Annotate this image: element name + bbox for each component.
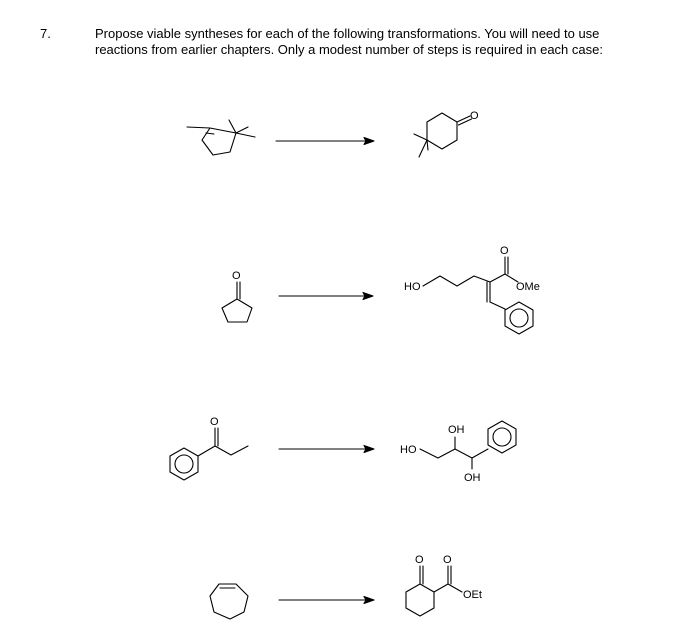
p1-ketone-o: O [470,110,479,122]
reaction-3 [170,416,516,484]
reaction-1 [187,110,479,157]
product-2 [404,245,540,334]
starting-material-1 [187,120,255,155]
reaction-arrow-4 [279,597,374,604]
p3-oh-bottom: OH [464,472,481,484]
starting-material-4 [210,584,248,619]
starting-material-3 [170,416,248,480]
sm2-carbonyl-o: O [232,270,241,282]
product-3 [400,421,516,484]
reaction-4 [210,554,482,619]
p2-ho-label: HO [404,281,421,293]
product-4 [406,554,482,616]
reaction-arrow-1 [276,138,374,145]
p2-carbonyl-o: O [500,245,509,257]
p3-oh-top: OH [448,424,465,436]
question-number: 7. [40,26,51,41]
starting-material-2 [222,270,252,322]
sm3-carbonyl-o: O [210,416,219,428]
prompt-line-2: reactions from earlier chapters. Only a modest number of steps is required in each case: [95,42,603,57]
p2-ome-label: OMe [516,281,540,293]
reaction-arrow-3 [279,446,374,453]
p4-ester-o: O [443,554,452,566]
p3-ho-label: HO [400,444,417,456]
product-1 [414,110,479,157]
prompt-line-1: Propose viable syntheses for each of the following transformations. You will need to use [95,26,600,41]
reaction-arrow-2 [279,293,373,300]
reaction-2 [222,245,540,334]
p4-ketone-o: O [415,554,424,566]
p4-oet-label: OEt [463,589,482,601]
